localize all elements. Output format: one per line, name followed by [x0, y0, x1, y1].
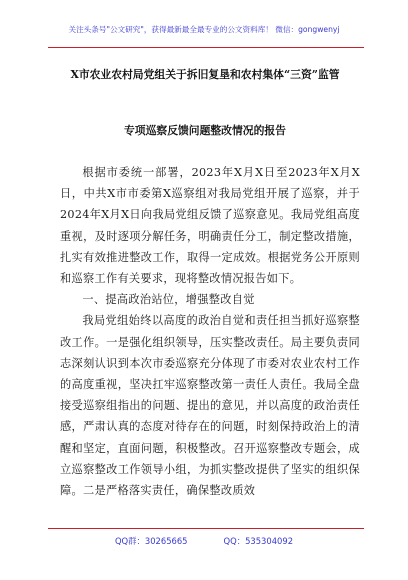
- paragraph-intro: 根据市委统一部署，2023年X月X日至2023年X月X日，中共X市市委第X巡察组对我局党组开展了巡察，并于2024年X月X日向我局党组反馈了巡察意见。我局党组高度重视，及时逐项分解任务，明确责任分工，制定整改措施，扎实有效推进整改工作，取得一定成效。根据党务公开原则和巡察工作有关要求，现将整改情况报告如下。: [60, 166, 360, 286]
- paragraph-body: 我局党组始终以高度的政治自觉和责任担当抓好巡察整改工作。一是强化组织领导，压实整改责任。局主要负责同志深刻认识到本次市委巡察充分体现了市委对农业农村工作的高度重视，坚决扛牢巡察整改第一责任人责任。我局全盘接受巡察组指出的问题、提出的意见，并以高度的政治责任感，严肃认真的态度对待存在的问题，时刻保持政治上的清醒和坚定，直面问题，积极整改。召开巡察整改专题会，成立巡察整改工作领导小组，为抓实整改提供了坚实的组织保障。二是严格落实责任，确保整改质效: [60, 314, 360, 498]
- document-title-line1: X市农业农村局党组关于拆旧复垦和农村集体“三资”监管: [70, 68, 340, 81]
- header-banner: 关注头条号"公文研究"，获得最新最全最专业的公文资料库！ 微信：gongwenyj: [68, 25, 340, 34]
- document-title-line2: 专项巡察反馈问题整改情况的报告: [124, 124, 286, 137]
- section-heading: 一、提高政治站位，增强整改自觉: [82, 293, 255, 307]
- header-divider: [48, 47, 364, 48]
- footer-divider: [48, 528, 364, 529]
- footer-qq-group: QQ群：30265665: [114, 536, 188, 546]
- footer-contact: [0, 535, 408, 547]
- footer-qq: QQ：535304092: [223, 536, 294, 546]
- document-body: [60, 162, 360, 501]
